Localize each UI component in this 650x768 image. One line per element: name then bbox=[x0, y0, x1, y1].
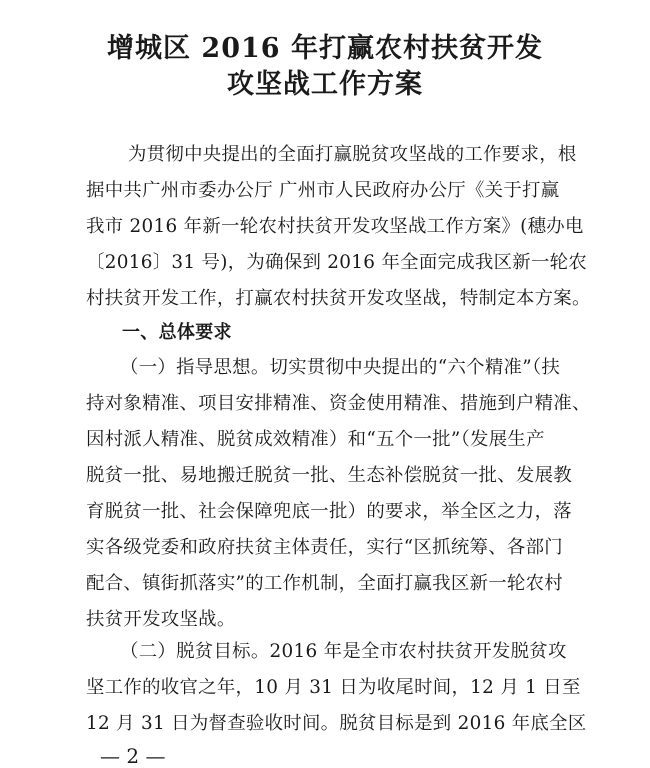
document-title-line-2: 攻坚战工作方案 bbox=[227, 69, 423, 100]
paragraph-line: 扶贫开发攻坚战。 bbox=[86, 609, 236, 630]
paragraph-line: （一）指导思想。切实贯彻中央提出的“六个精准”（扶 bbox=[120, 357, 561, 378]
document-title-line-1: 增城区 2016 年打赢农村扶贫开发 bbox=[107, 33, 543, 64]
paragraph-line: 据中共广州市委办公厅 广州市人民政府办公厅《关于打赢 bbox=[86, 180, 560, 201]
paragraph-line: 育脱贫一批、社会保障兜底一批）的要求，举全区之力，落 bbox=[86, 501, 572, 522]
paragraph-line: 持对象精准、项目安排精准、资金使用精准、措施到户精准、 bbox=[86, 393, 591, 414]
paragraph-line: 村扶贫开发工作，打赢农村扶贫开发攻坚战，特制定本方案。 bbox=[86, 288, 591, 309]
section-heading: 一、总体要求 bbox=[122, 322, 232, 343]
paragraph-line: 配合、镇街抓落实”的工作机制，全面打赢我区新一轮农村 bbox=[86, 573, 563, 594]
paragraph-line: （二）脱贫目标。2016 年是全市农村扶贫开发脱贫攻 bbox=[120, 641, 567, 662]
paragraph-line: 12 月 31 日为督查验收时间。脱贫目标是到 2016 年底全区 bbox=[86, 713, 587, 734]
page-number: — 2 — bbox=[100, 744, 166, 768]
paragraph-line: 为贯彻中央提出的全面打赢脱贫攻坚战的工作要求，根 bbox=[128, 144, 577, 165]
paragraph-line: 脱贫一批、易地搬迁脱贫一批、生态补偿脱贫一批、发展教 bbox=[86, 465, 572, 486]
paragraph-line: 我市 2016 年新一轮农村扶贫开发攻坚战工作方案》(穗办电 bbox=[86, 216, 584, 237]
paragraph-line: 〔2016〕31 号)，为确保到 2016 年全面完成我区新一轮农 bbox=[86, 252, 588, 273]
paragraph-line: 坚工作的收官之年，10 月 31 日为收尾时间，12 月 1 日至 bbox=[86, 677, 581, 698]
paragraph-line: 因村派人精准、脱贫成效精准）和“五个一批”（发展生产 bbox=[86, 429, 545, 450]
paragraph-line: 实各级党委和政府扶贫主体责任，实行“区抓统筹、各部门 bbox=[86, 537, 563, 558]
